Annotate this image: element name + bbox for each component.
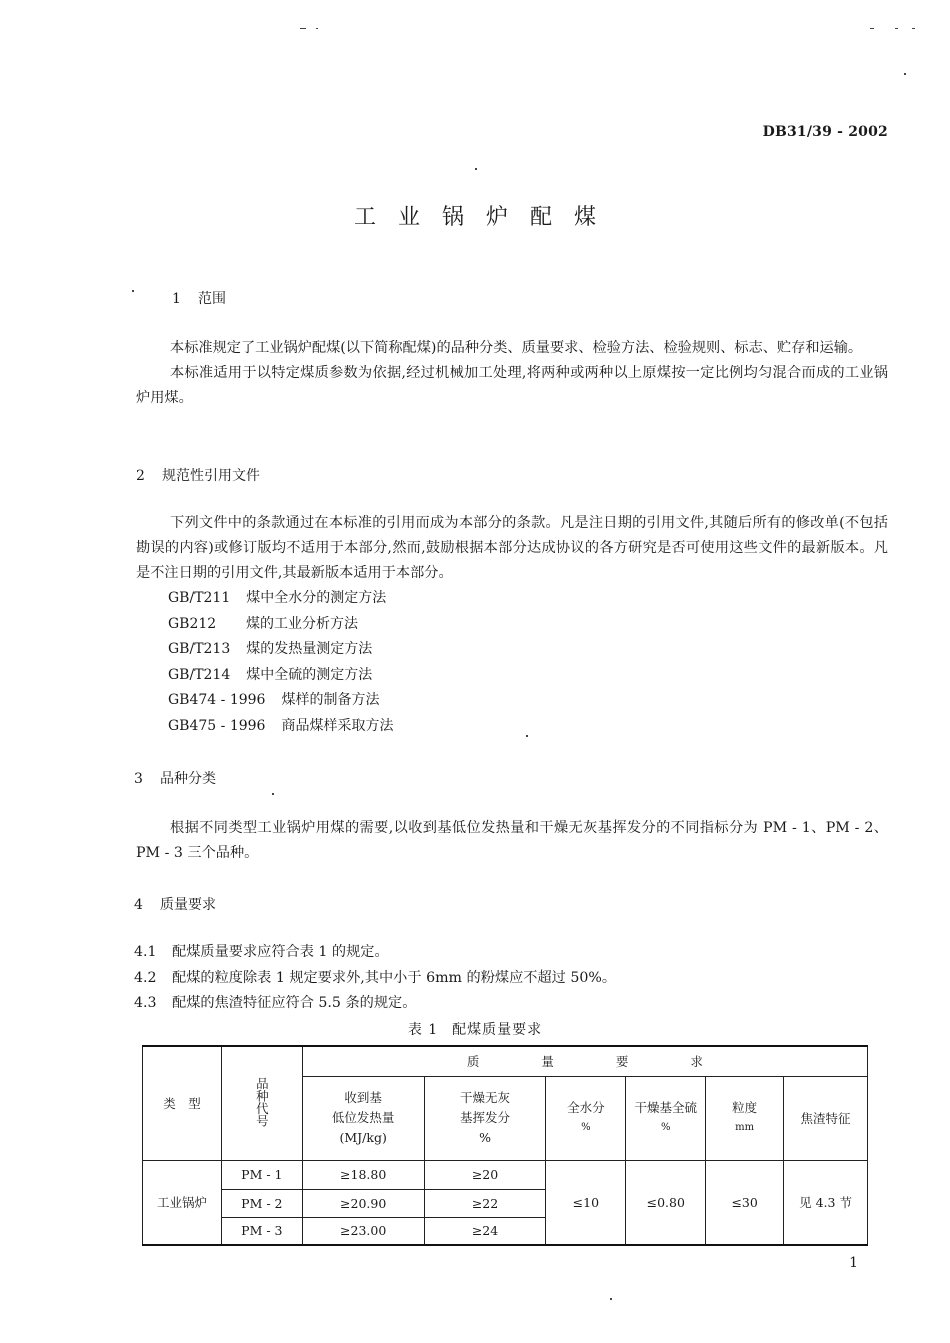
type-cell: 工业锅炉	[143, 1160, 222, 1245]
clause	[134, 966, 616, 992]
scan-speck	[904, 73, 906, 75]
scan-speck	[895, 28, 898, 29]
paragraph: 本标准适用于以特定煤质参数为依据,经过机械加工处理,将两种或两种以上原煤按一定比例均匀混合而成的工业锅炉用煤。	[136, 365, 888, 406]
reference-item	[168, 637, 393, 663]
volatile-header	[424, 1076, 546, 1160]
section-number: 4	[134, 897, 143, 913]
size-header-line: 粒度	[732, 1100, 758, 1115]
moisture-cell: ≤10	[546, 1160, 626, 1245]
table-title: 配煤质量要求	[452, 1022, 543, 1038]
clause	[134, 940, 616, 966]
type-header: 类 型	[143, 1046, 222, 1160]
section-4-heading	[134, 894, 216, 914]
paragraph: 本标准规定了工业锅炉配煤(以下简称配煤)的品种分类、质量要求、检验方法、检验规则、标志、贮存和运输。	[170, 340, 863, 356]
scan-speck	[870, 28, 874, 29]
reference-item	[168, 612, 393, 638]
table-number: 表 1	[407, 1022, 439, 1038]
variety-code-cell: PM - 3	[221, 1217, 302, 1245]
volatile-cell: ≥20	[424, 1160, 546, 1189]
size-header	[706, 1076, 784, 1160]
sulfur-header	[626, 1076, 706, 1160]
section-number: 1	[172, 291, 181, 307]
reference-item	[168, 586, 393, 612]
heat-header-unit: (MJ/kg)	[339, 1130, 387, 1145]
volatile-header-line: 干燥无灰	[460, 1090, 511, 1105]
variety-code-cell: PM - 1	[221, 1160, 302, 1189]
paragraph: 根据不同类型工业锅炉用煤的需要,以收到基低位发热量和干燥无灰基挥发分的不同指标分为 PM - 1、PM - 2、PM - 3 三个品种。	[136, 820, 888, 861]
reference-item	[168, 688, 393, 714]
reference-title: 商品煤样采取方法	[281, 717, 394, 734]
heat-header-line: 低位发热量	[331, 1110, 395, 1125]
moisture-header	[546, 1076, 626, 1160]
volatile-header-unit: %	[479, 1130, 491, 1145]
section-3-heading	[134, 768, 216, 788]
page-number: 1	[849, 1255, 858, 1271]
clause-text: 配煤的焦渣特征应符合 5.5 条的规定。	[172, 995, 417, 1011]
section-number: 3	[134, 771, 143, 787]
quality-table	[142, 1045, 868, 1246]
reference-code: GB475 - 1996	[168, 717, 266, 734]
reference-code: GB474 - 1996	[168, 692, 266, 708]
volatile-cell: ≥24	[424, 1217, 546, 1245]
quality-group-label: 质量要求	[466, 1054, 765, 1070]
section-2-heading	[136, 465, 260, 485]
clause-number: 4.2	[134, 969, 157, 986]
sulfur-cell: ≤0.80	[626, 1160, 706, 1245]
volatile-cell: ≥22	[424, 1189, 546, 1217]
paragraph: 下列文件中的条款通过在本标准的引用而成为本部分的条款。凡是注日期的引用文件,其随后所有的修改单(不包括勘误的内容)或修订版均不适用于本部分,然而,鼓励根据本部分达成协议的各方研究是否可使用这些文件的最新版本。凡是不注日期的引用文件,其最新版本适用于本部分。	[136, 515, 888, 581]
reference-title: 煤的发热量测定方法	[246, 641, 373, 657]
scan-speck	[300, 28, 306, 29]
standard-code: DB31/39 - 2002	[762, 124, 888, 140]
coke-cell: 见 4.3 节	[784, 1160, 868, 1245]
volatile-header-line: 基挥发分	[460, 1110, 511, 1125]
scan-speck	[526, 735, 528, 737]
scan-speck	[316, 28, 318, 29]
clause-number: 4.1	[134, 944, 157, 960]
heat-cell: ≥23.00	[302, 1217, 424, 1245]
reference-code: GB/T213	[168, 641, 231, 657]
table-caption	[0, 1019, 950, 1039]
reference-title: 煤中全硫的测定方法	[246, 666, 373, 683]
section-title: 质量要求	[160, 897, 216, 913]
heat-header	[302, 1076, 424, 1160]
scan-speck	[610, 1298, 612, 1300]
coke-header: 焦渣特征	[784, 1076, 868, 1160]
variety-code-cell: PM - 2	[221, 1189, 302, 1217]
variety-code-header	[221, 1046, 302, 1160]
reference-item	[168, 714, 393, 740]
scan-speck	[132, 290, 134, 292]
scan-speck	[475, 168, 477, 170]
section-number: 2	[136, 468, 145, 484]
reference-title: 煤的工业分析方法	[246, 615, 358, 632]
variety-code-label: 品种代号	[254, 1076, 270, 1127]
section-title: 规范性引用文件	[162, 468, 260, 484]
heat-header-line: 收到基	[344, 1090, 382, 1105]
clause-number: 4.3	[134, 995, 157, 1011]
moisture-header-unit: %	[581, 1122, 591, 1133]
document-title: 工业锅炉配煤	[353, 205, 618, 230]
sulfur-header-line: 干燥基全硫	[634, 1100, 697, 1115]
scan-speck	[912, 28, 915, 29]
section-title: 品种分类	[160, 771, 216, 787]
size-header-unit: mm	[735, 1122, 755, 1133]
heat-cell: ≥18.80	[302, 1160, 424, 1189]
quality-group-header	[302, 1046, 867, 1076]
scan-speck	[272, 793, 274, 795]
reference-code: GB212	[168, 615, 217, 632]
classification-paragraph	[136, 816, 888, 866]
section-title: 范围	[198, 291, 226, 307]
reference-title: 煤中全水分的测定方法	[246, 590, 387, 606]
references-intro	[136, 511, 888, 586]
scope-paragraphs	[136, 336, 888, 411]
clause-text: 配煤质量要求应符合表 1 的规定。	[172, 944, 389, 960]
reference-item	[168, 663, 393, 689]
reference-code: GB/T211	[168, 590, 231, 606]
moisture-header-line: 全水分	[567, 1100, 605, 1115]
quality-clauses	[134, 940, 616, 1017]
clause-text: 配煤的粒度除表 1 规定要求外,其中小于 6mm 的粉煤应不超过 50%。	[172, 969, 617, 986]
sulfur-header-unit: %	[660, 1122, 671, 1133]
reference-title: 煤样的制备方法	[281, 692, 380, 708]
heat-cell: ≥20.90	[302, 1189, 424, 1217]
size-cell: ≤30	[706, 1160, 784, 1245]
clause	[134, 991, 616, 1017]
reference-code: GB/T214	[168, 666, 231, 683]
reference-list	[168, 586, 393, 739]
section-1-heading	[172, 288, 226, 308]
